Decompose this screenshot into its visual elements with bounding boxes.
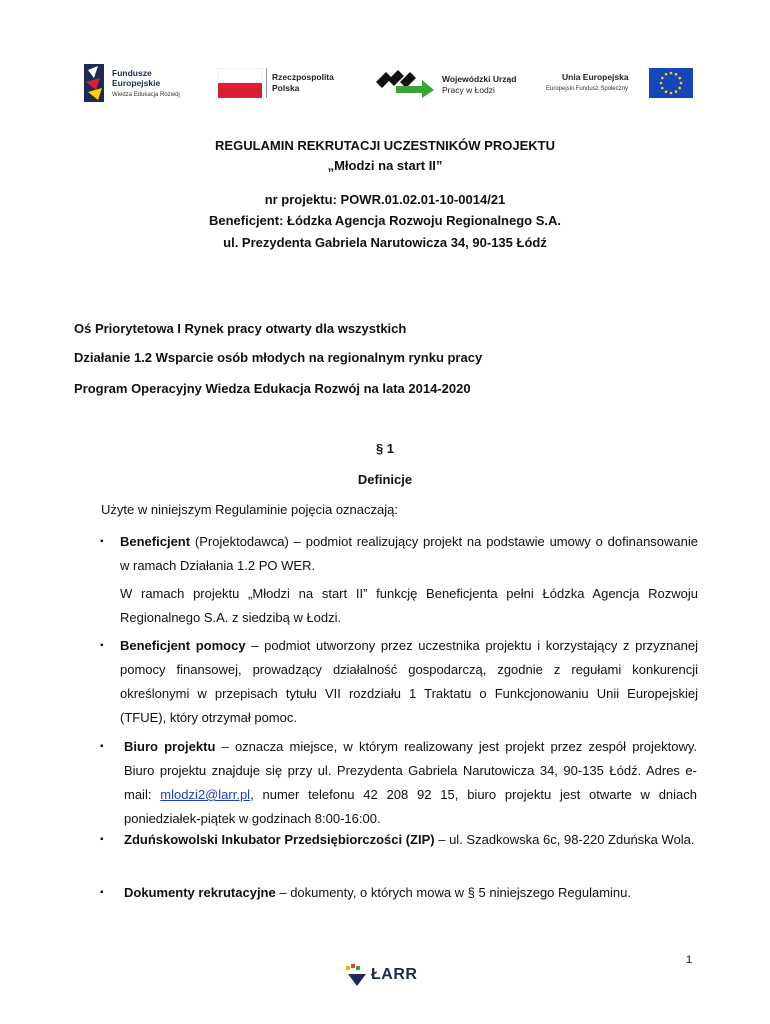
text-biuro-projektu: – oznacza miejsce, w którym realizowany jest projekt przez zespół projektowy. Biuro projektu znajduje się przy ul. Prezydenta Gabriela Narutowicza 34, 90-135 Łódź. Adres e-mail: [124,739,697,802]
fe-star-icon [84,64,108,104]
wup-arrow-icon [374,68,436,98]
document-title: REGULAMIN REKRUTACJI UCZESTNIKÓW PROJEKTU [215,138,555,153]
programme: Program Operacyjny Wiedza Edukacja Rozwój na lata 2014-2020 [74,381,471,396]
rzeczpospolita-polska-logo [218,62,358,106]
section-intro: Użyte w niniejszym Regulaminie pojęcia oznaczają: [101,502,398,517]
fe-line2: Europejskie [112,78,161,88]
section-title: Definicje [357,472,413,487]
term-zip: Zduńskowolski Inkubator Przedsiębiorczości (ZIP) [124,832,435,847]
wup-lodz-logo [374,62,534,106]
larr-mark-icon [345,964,369,988]
section-number: § 1 [375,441,395,456]
term-beneficjent-pomocy: Beneficjent pomocy [120,638,246,653]
priority-axis: Oś Priorytetowa I Rynek pracy otwarty dla wszystkich [74,321,407,336]
larr-logo [345,962,435,990]
definition-beneficjent [120,530,698,578]
text-beneficjent: (Projektodawca) – podmiot realizujący projekt na podstawie umowy o dofinansowanie w ramach Działania 1.2 PO WER. [120,534,698,573]
definition-beneficjent-pomocy [120,634,698,730]
rp-line1: Rzeczpospolita [272,72,334,82]
wup-line1: Wojewódzki Urząd [442,74,517,84]
bullet-5: ▪ [100,887,104,898]
bullet-2: ▪ [100,640,104,651]
bullet-1: ▪ [100,536,104,547]
logo-bar [0,62,770,106]
fe-line1: Fundusze [112,68,152,78]
ue-line1: Unia Europejska [562,72,629,82]
project-number: nr projektu: POWR.01.02.01-10-0014/21 [264,192,506,207]
action: Działanie 1.2 Wsparcie osób młodych na regionalnym rynku pracy [74,350,483,365]
bullet-4: ▪ [100,834,104,845]
larr-logo-text: ŁARR [371,966,418,983]
email-link[interactable]: mlodzi2@larr.pl [160,787,251,802]
text-biuro-projektu-2: , numer telefonu 42 208 92 15, biuro projektu jest otwarte w dniach poniedziałek-piątek w godzinach 8:00-16:00. [124,787,698,826]
fundusze-europejskie-logo [84,62,194,106]
address: ul. Prezydenta Gabriela Narutowicza 34, 90-135 Łódź [223,235,547,250]
page-number: 1 [686,954,693,966]
ue-line2: Europejski Fundusz Społeczny [546,86,629,92]
rp-line2: Polska [272,83,300,93]
term-biuro-projektu: Biuro projektu [124,739,216,754]
definition-biuro-projektu [124,735,697,831]
eu-flag-icon [649,68,693,98]
beneficiary: Beneficjent: Łódzka Agencja Rozwoju Regionalnego S.A. [209,213,561,228]
text-beneficjent-pomocy: – podmiot utworzony przez uczestnika projektu i korzystający z przyznanej pomocy finansowej, prowadzący działalność gospodarczą, zgodnie z regułami konkurencji określonymi w przepisach tytułu VII rozdziału 1 Traktatu o Funkcjonowaniu Unii Europejskiej (TFUE), który otrzymał pomoc. [120,638,698,725]
polish-flag-icon [218,68,262,98]
text-dokumenty: – dokumenty, o których mowa w § 5 niniejszego Regulaminu. [275,885,632,900]
wup-line2: Pracy w Łodzi [442,85,495,95]
project-name: „Młodzi na start II” [327,158,443,173]
unia-europejska-logo [546,62,696,106]
term-dokumenty: Dokumenty rekrutacyjne [124,885,276,900]
fe-line3: Wiedza Edukacja Rozwój [112,92,180,98]
definition-zip [124,828,697,852]
text-zip: – ul. Szadkowska 6c, 98-220 Zduńska Wola. [434,832,695,847]
definition-beneficjent-extra: W ramach projektu „Młodzi na start II” funkcję Beneficjenta pełni Łódzka Agencja Rozwoju Regionalnego S.A. z siedzibą w Łodzi. [120,586,698,625]
definition-dokumenty [124,881,697,905]
term-beneficjent: Beneficjent [120,534,191,549]
bullet-3: ▪ [100,741,104,752]
